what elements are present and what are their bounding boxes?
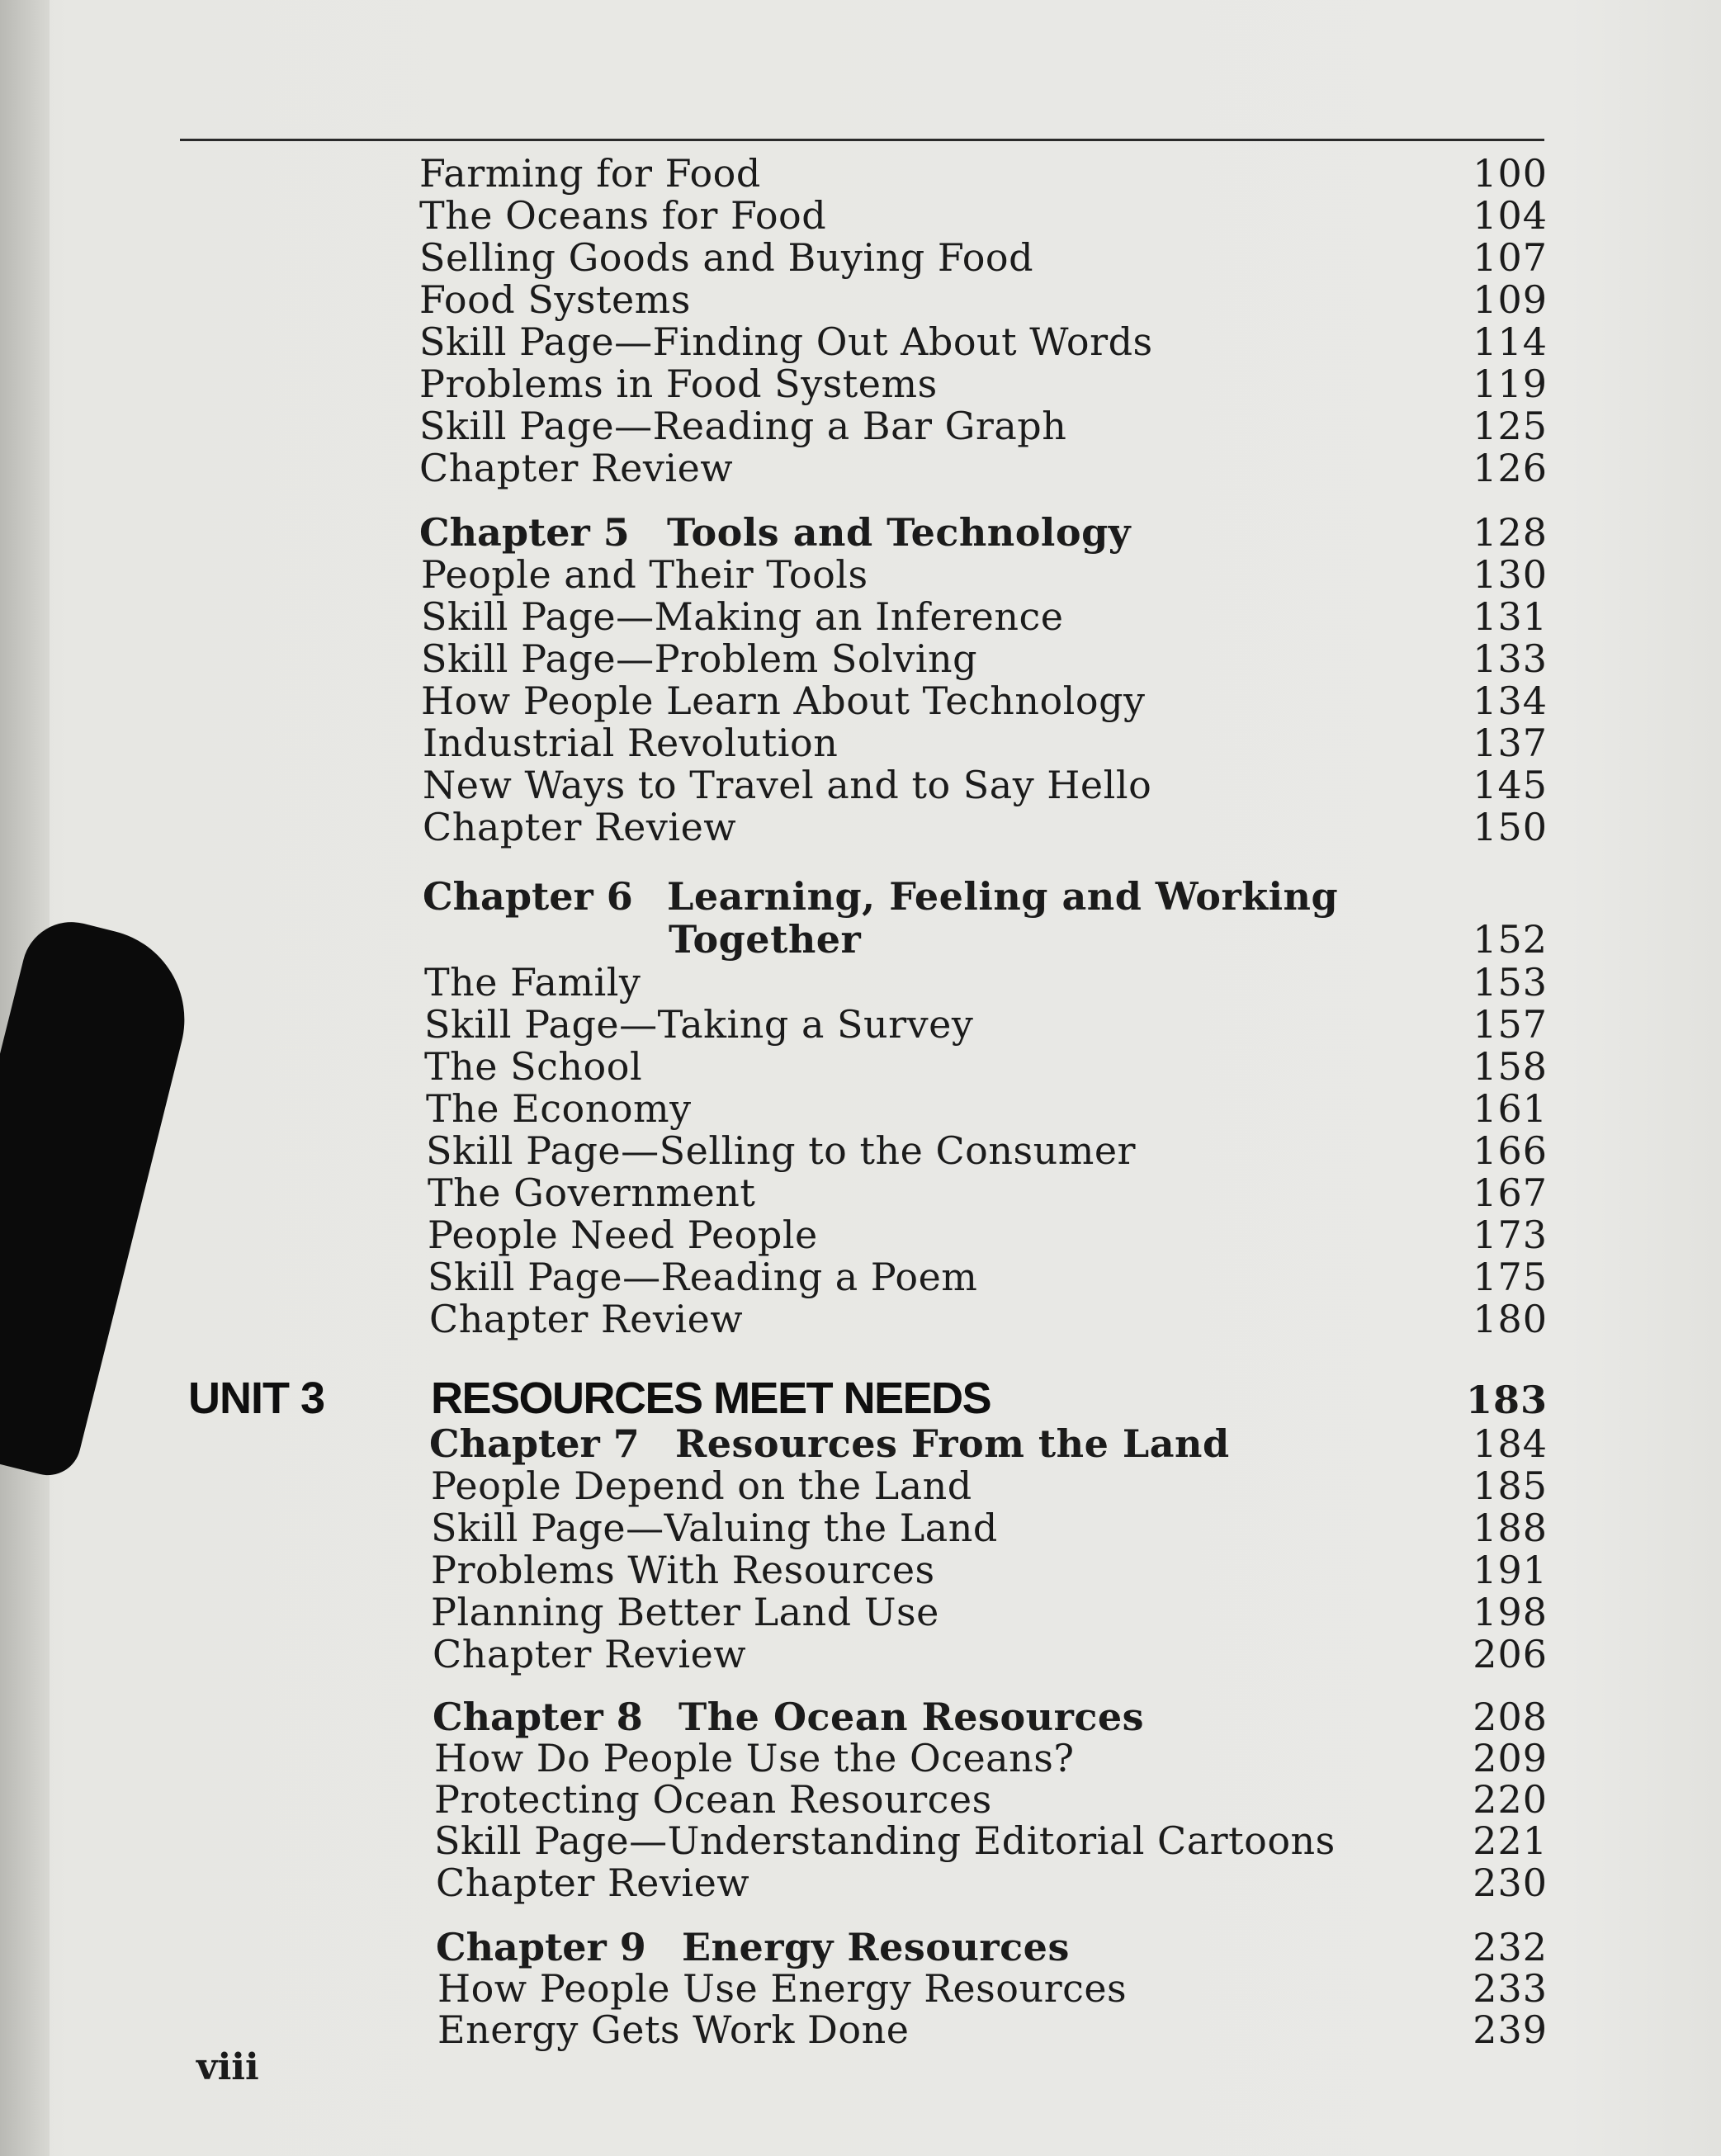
toc-entry — [0, 764, 1721, 806]
toc-entry — [0, 595, 1721, 638]
toc-entry-title: Energy Gets Work Done — [437, 2007, 910, 2052]
toc-entry — [0, 152, 1721, 195]
chapter-heading — [0, 875, 1721, 918]
toc-entry — [0, 447, 1721, 489]
chapter-page: 152 — [1473, 917, 1548, 962]
unit-page: 183 — [1465, 1378, 1548, 1422]
toc-entry — [0, 320, 1721, 363]
chapter-title: Learning, Feeling and Working — [667, 874, 1339, 919]
toc-entry-title: Planning Better Land Use — [431, 1590, 939, 1634]
toc-entry-page: 145 — [1473, 763, 1548, 807]
toc-entry-page: 167 — [1473, 1170, 1548, 1215]
toc-entry-page: 198 — [1473, 1590, 1548, 1634]
toc-entry-page: 175 — [1473, 1255, 1548, 1299]
chapter-title: Tools and Technology — [667, 510, 1131, 555]
toc-entry — [0, 1591, 1721, 1634]
toc-entry-title: New Ways to Travel and to Say Hello — [423, 763, 1152, 807]
toc-entry-title: How People Learn About Technology — [421, 678, 1146, 723]
toc-entry — [0, 721, 1721, 764]
toc-entry — [0, 1778, 1721, 1821]
toc-entry-title: Chapter Review — [429, 1297, 744, 1341]
toc-entry-page: 185 — [1473, 1463, 1548, 1508]
chapter-page: 232 — [1473, 1925, 1548, 1969]
toc-entry — [0, 1861, 1721, 1904]
toc-entry-title: Skill Page—Reading a Bar Graph — [419, 404, 1067, 448]
toc-entry-title: Farming for Food — [419, 151, 761, 196]
toc-entry-page: 126 — [1473, 446, 1548, 490]
toc-entry-title: Industrial Revolution — [423, 721, 839, 765]
toc-entry — [0, 1298, 1721, 1340]
chapter-label: Chapter 5 — [419, 510, 630, 555]
chapter-heading — [0, 1695, 1721, 1738]
toc-entry-page: 125 — [1473, 404, 1548, 448]
toc-entry-title: Chapter Review — [419, 446, 734, 490]
toc-entry-page: 137 — [1473, 721, 1548, 765]
toc-entry-page: 180 — [1473, 1297, 1548, 1341]
toc-entry — [0, 278, 1721, 321]
chapter-label: Chapter 6 — [423, 874, 633, 919]
toc-entry — [0, 236, 1721, 279]
toc-entry — [0, 1464, 1721, 1507]
toc-entry — [0, 2008, 1721, 2051]
toc-entry-title: Skill Page—Taking a Survey — [424, 1002, 974, 1047]
chapter-title: The Ocean Resources — [678, 1695, 1144, 1739]
toc-entry-title: The Family — [424, 960, 641, 1005]
toc-entry — [0, 1171, 1721, 1214]
toc-entry — [0, 637, 1721, 680]
toc-entry — [0, 1819, 1721, 1862]
chapter-page: 128 — [1473, 510, 1548, 555]
toc-entry-title: Skill Page—Making an Inference — [421, 594, 1064, 639]
toc-entry-page: 114 — [1473, 319, 1548, 364]
toc-entry-title: Chapter Review — [436, 1860, 750, 1905]
toc-entry-title: Protecting Ocean Resources — [434, 1777, 992, 1822]
toc-entry-page: 150 — [1473, 805, 1548, 849]
toc-entry-page: 166 — [1473, 1128, 1548, 1173]
toc-entry — [0, 1255, 1721, 1298]
toc-entry-page: 161 — [1473, 1086, 1548, 1131]
toc-entry-title: Food Systems — [419, 277, 691, 322]
toc-entry-title: Skill Page—Selling to the Consumer — [426, 1128, 1137, 1173]
toc-entry — [0, 1213, 1721, 1256]
toc-entry-page: 209 — [1473, 1736, 1548, 1780]
toc-entry-page: 157 — [1473, 1002, 1548, 1047]
toc-entry — [0, 1129, 1721, 1172]
toc-entry-title: Skill Page—Problem Solving — [421, 636, 978, 681]
toc-entry-page: 119 — [1473, 362, 1548, 406]
toc-entry — [0, 679, 1721, 722]
chapter-page: 208 — [1473, 1695, 1548, 1739]
toc-entry — [0, 553, 1721, 596]
unit-heading — [0, 1374, 1721, 1423]
toc-entry-title: How Do People Use the Oceans? — [434, 1736, 1075, 1780]
chapter-title: Energy Resources — [682, 1925, 1070, 1969]
toc-entry-page: 100 — [1473, 151, 1548, 196]
toc-entry-page: 239 — [1473, 2007, 1548, 2052]
toc-entry-page: 173 — [1473, 1213, 1548, 1257]
toc-entry-page: 133 — [1473, 636, 1548, 681]
toc-entry-title: Problems With Resources — [431, 1548, 935, 1592]
toc-entry — [0, 404, 1721, 447]
chapter-label: Chapter 9 — [436, 1925, 646, 1969]
toc-entry — [0, 1548, 1721, 1591]
chapter-heading — [0, 1422, 1721, 1465]
unit-title: RESOURCES MEET NEEDS — [431, 1374, 991, 1423]
toc-entry-page: 220 — [1473, 1777, 1548, 1822]
toc-entry-title: The School — [424, 1044, 643, 1089]
toc-entry-page: 191 — [1473, 1548, 1548, 1592]
toc-entry-title: Selling Goods and Buying Food — [419, 235, 1034, 280]
chapter-title-continued: Together — [669, 917, 862, 962]
chapter-title: Resources From the Land — [675, 1421, 1230, 1466]
toc-entry-title: People and Their Tools — [421, 552, 868, 597]
toc-entry-page: 221 — [1473, 1818, 1548, 1863]
toc-entry — [0, 1003, 1721, 1046]
toc-entry-page: 230 — [1473, 1860, 1548, 1905]
toc-entry-page: 134 — [1473, 678, 1548, 723]
toc-entry-page: 188 — [1473, 1506, 1548, 1550]
toc-entry-title: Skill Page—Finding Out About Words — [419, 319, 1153, 364]
toc-entry-title: Chapter Review — [423, 805, 737, 849]
toc-entry-title: People Need People — [428, 1213, 818, 1257]
toc-entry — [0, 1633, 1721, 1676]
toc-entry — [0, 1506, 1721, 1549]
toc-entry-page: 131 — [1473, 594, 1548, 639]
toc-entry-page: 107 — [1473, 235, 1548, 280]
toc-entry-title: Skill Page—Reading a Poem — [428, 1255, 978, 1299]
chapter-heading — [0, 511, 1721, 554]
toc-entry — [0, 1737, 1721, 1780]
toc-entry-title: How People Use Energy Resources — [437, 1966, 1128, 2011]
toc-entry-title: Skill Page—Valuing the Land — [431, 1506, 998, 1550]
toc-entry — [0, 1087, 1721, 1130]
toc-entry-page: 104 — [1473, 193, 1548, 238]
chapter-heading — [0, 1926, 1721, 1969]
toc-entry-page: 158 — [1473, 1044, 1548, 1089]
chapter-label: Chapter 7 — [429, 1421, 640, 1466]
toc-entry — [0, 961, 1721, 1004]
chapter-heading-continued — [0, 918, 1721, 961]
toc-entry-page: 233 — [1473, 1966, 1548, 2011]
toc-entry-title: Problems in Food Systems — [419, 362, 938, 406]
toc-entry-page: 153 — [1473, 960, 1548, 1005]
chapter-label: Chapter 8 — [433, 1695, 643, 1739]
unit-label: UNIT 3 — [188, 1374, 325, 1423]
toc-entry-page: 206 — [1473, 1632, 1548, 1676]
toc-entry-title: People Depend on the Land — [431, 1463, 972, 1508]
toc-entry-title: Skill Page—Understanding Editorial Cartoons — [434, 1818, 1336, 1863]
toc-entry-page: 109 — [1473, 277, 1548, 322]
page-folio: viii — [196, 2046, 259, 2088]
toc-entry — [0, 1045, 1721, 1088]
chapter-page: 184 — [1473, 1421, 1548, 1466]
toc-entry-title: The Oceans for Food — [419, 193, 827, 238]
toc-entry-title: Chapter Review — [433, 1632, 747, 1676]
toc-entry — [0, 194, 1721, 237]
toc-entry — [0, 806, 1721, 849]
toc-entry-title: The Government — [428, 1170, 756, 1215]
toc-entry-page: 130 — [1473, 552, 1548, 597]
toc-entry — [0, 1967, 1721, 2010]
toc-entry — [0, 362, 1721, 405]
toc-entry-title: The Economy — [426, 1086, 692, 1131]
